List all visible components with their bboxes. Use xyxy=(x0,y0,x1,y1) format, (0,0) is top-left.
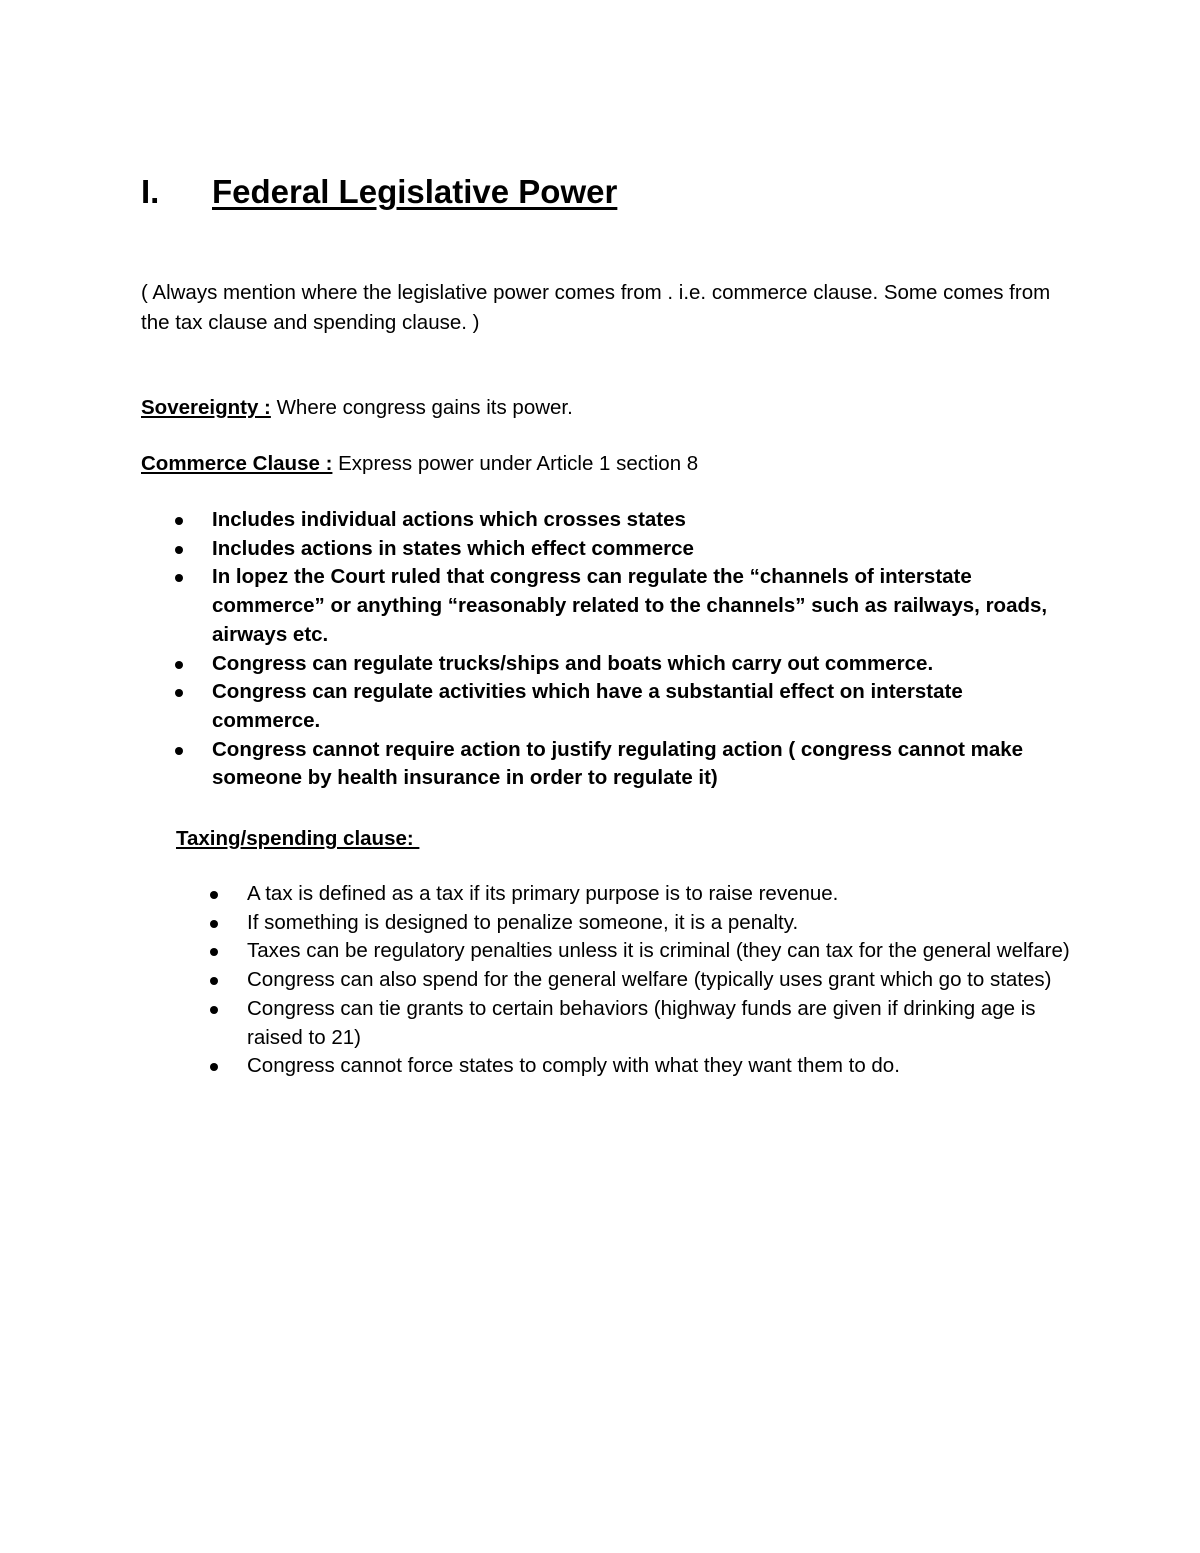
bullet-icon xyxy=(175,661,183,669)
bullet-icon xyxy=(210,891,218,899)
list-item-text: Congress can regulate activities which have a substantial effect on interstate commerce. xyxy=(212,680,963,732)
list-item-text: Includes actions in states which effect commerce xyxy=(212,536,694,560)
bullet-icon xyxy=(175,747,183,755)
list-item-text: Congress can also spend for the general welfare (typically uses grant which go to states) xyxy=(247,968,1052,992)
list-item-text: A tax is defined as a tax if its primary purpose is to raise revenue. xyxy=(247,882,839,905)
list-item-text: If something is designed to penalize someone, it is a penalty. xyxy=(247,910,799,934)
list-item xyxy=(141,678,1071,735)
commerce-clause-paragraph xyxy=(141,449,698,479)
list-item xyxy=(176,1052,1071,1081)
list-item xyxy=(176,880,1071,909)
taxing-spending-heading: Taxing/spending clause: xyxy=(176,827,420,850)
commerce-clause-label: Commerce Clause : xyxy=(141,452,333,475)
list-item xyxy=(141,650,1071,679)
list-item xyxy=(176,909,1071,938)
bullet-icon xyxy=(175,689,183,697)
list-item xyxy=(141,506,1071,535)
list-item xyxy=(141,563,1071,649)
bullet-icon xyxy=(175,546,183,554)
intro-paragraph: ( Always mention where the legislative power comes from . i.e. commerce clause. Some comes from the tax clause and spending clause. ) xyxy=(141,281,1051,334)
section-title: Federal Legislative Power xyxy=(212,173,618,210)
list-item-text: Congress can tie grants to certain behaviors (highway funds are given if drinking age is raised to 21) xyxy=(247,996,1036,1049)
list-item xyxy=(176,966,1071,995)
sovereignty-label: Sovereignty : xyxy=(141,396,271,419)
sovereignty-text: Where congress gains its power. xyxy=(270,396,573,419)
list-item xyxy=(141,535,1071,564)
list-item-text: Congress can regulate trucks/ships and boats which carry out commerce. xyxy=(212,651,934,675)
bullet-icon xyxy=(175,574,183,582)
list-item xyxy=(176,995,1071,1052)
list-item-text: Taxes can be regulatory penalties unless it is criminal (they can tax for the general welfare) xyxy=(247,939,1070,963)
section-heading xyxy=(141,173,625,211)
bullet-icon xyxy=(210,920,218,928)
bullet-icon xyxy=(210,1006,218,1014)
commerce-clause-list xyxy=(141,506,1071,793)
list-item-text: Congress cannot require action to justify regulating action ( congress cannot make someone by health insurance in order to regulate it) xyxy=(212,737,1024,790)
list-item-text: In lopez the Court ruled that congress can regulate the “channels of interstate commerce” or anything “reasonably related to the channels” such as railways, roads, airways etc. xyxy=(212,565,1048,646)
bullet-icon xyxy=(210,977,218,985)
section-number: I. xyxy=(141,173,160,210)
bullet-icon xyxy=(210,948,218,956)
bullet-icon xyxy=(210,1063,218,1071)
commerce-clause-text: Express power under Article 1 section 8 xyxy=(332,452,699,475)
list-item-text: Includes individual actions which crosses states xyxy=(212,508,686,531)
list-item xyxy=(176,937,1071,966)
bullet-icon xyxy=(175,517,183,525)
list-item-text: Congress cannot force states to comply with what they want them to do. xyxy=(247,1054,900,1078)
taxing-spending-list xyxy=(176,880,1071,1081)
list-item xyxy=(141,736,1071,793)
sovereignty-paragraph xyxy=(141,393,573,423)
